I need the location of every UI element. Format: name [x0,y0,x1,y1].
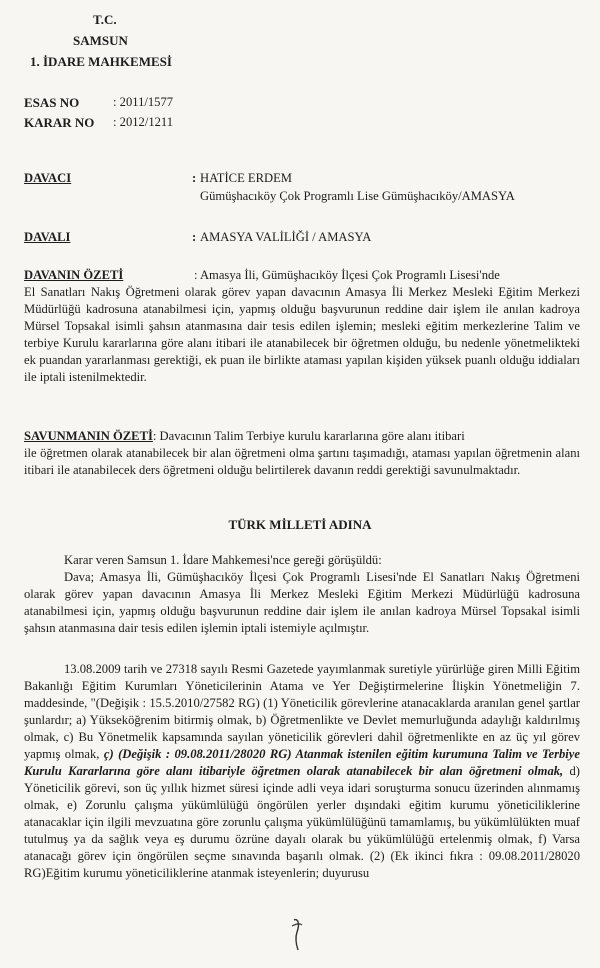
regulation-text-a: 13.08.2009 tarih ve 27318 sayılı Resmi Gazetede yayımlanmak suretiyle yürürlüğe giren Milli Eğitim Bakanlığı Eğitim Kurumları Yöneticilerinin Atama ve Yer Değiştirmelerine İlişkin Yönetmeliğin 7. maddesinde, "(Değişik : 15.5.2010/27582 RG) (1) Yöneticilik görevlerine atanacaklarda aranılan genel şartlar şunlardır; a) Yükseköğrenim bitirmiş olmak, b) Öğretmenlikte ve Devlet memurluğunda adaylığı kaldırılmış olmak, c) Bu Yönetmelik kapsamında sayılan yöneticilik görevleri dahil öğretmenlikte en az üç yıl görev yapmış olmak, [24,662,580,761]
savunmanin-ozeti-body: ile öğretmen olarak atanabilecek bir alan öğretmeni olma şartını taşımadığı, ataması yapılan öğretmenin alanı itibari ile atanabilecek ders öğretmeni olduğu belirtilerek davanın reddi gerektiği savunulmaktadır. [24,446,580,477]
regulation-text-emphasis: ç) (Değişik : 09.08.2011/28020 RG) Atanmak istenilen eğitim kurumuna Talim ve Terbiye Kurulu Kararlarına göre alanı itibariyle öğretmen olarak atanabilecek bir alan öğretmeni olmak, [24,747,580,778]
decision-title: TÜRK MİLLETİ ADINA [228,517,372,532]
davanin-ozeti-label: DAVANIN ÖZETİ [24,268,124,282]
paragraph-regulation [24,661,580,882]
savunmanin-ozeti-label: SAVUNMANIN ÖZETİ [24,429,153,443]
davaci-address: Gümüşhacıköy Çok Programlı Lise Gümüşhacıköy/AMASYA [200,189,515,203]
paragraph-intro: Karar veren Samsun 1. İdare Mahkemesi'nce gereği görüşüldü: [64,553,382,567]
karar-label: KARAR NO [24,115,95,130]
handwritten-mark-icon [286,914,308,954]
davanin-ozeti-section [24,267,580,386]
header-tc: T.C. [93,12,117,27]
header-court: 1. İDARE MAHKEMESİ [30,54,172,69]
davaci-sep: : [192,171,197,185]
header-city: SAMSUN [73,33,128,48]
davanin-ozeti-body: El Sanatları Nakış Öğretmeni olarak görev yapan davacının Amasya İli Merkez Mesleki Eğitim Merkezi Müdürlüğü kadrosuna atanabilmesi için, yapmış olduğu başvurunun reddine dair işlem ile anılan kadroya Mürsel Topsakal isimli şahsın atanmasına dair tesis edilen işlemin; mesleki eğitim merkezlerine Talim ve terbiye Kurulu kararlarına göre alanı itibari ile atanabilecek bir öğretmen olduğu, bu nedenle yönetmelikteki ek puandan yararlanması gerektiği, ek puan ile birlikte ataması yapılan kişiden yüksek puanlı olduğu iddiaları ile iptali istenilmektedir. [24,285,580,384]
davali-label: DAVALI [24,230,71,244]
davali-sep: : [192,230,197,244]
davaci-name: HATİCE ERDEM [200,171,292,185]
davali-name: AMASYA VALİLİĞİ / AMASYA [200,230,372,244]
karar-value: : 2012/1211 [113,115,174,129]
regulation-text-c: d) Yöneticilik görevi, son üç yıllık hizmet süresi içinde adli veya idari soruşturma sonucu üzerinden alınmamış olmak, e) Zorunlu çalışma yükümlülüğü öngörülen yerler dışındaki eğitim kurumu yöneticiliklerine atanacaklar için ilgili mevzuatına göre zorunlu çalışma yükümlülüğünü tamamlamış, bu yükümlülükten muaf tutulmuş ya da sağlık veya eş durumu özrüne dayalı olarak bu yükümlülüğü ertelenmiş olmak, f) Varsa atanacağı görev için öngörülen seçme sınavında başarılı olmak. (2) (Ek ikinci fıkra : 09.08.2011/28020 RG)Eğitim kurumu yöneticiliklerine atanmak isteyenlerin; duyurusu [24,764,580,880]
davanin-ozeti-lead: : Amasya İli, Gümüşhacıköy İlçesi Çok Programlı Lisesi'nde [194,268,500,282]
esas-label: ESAS NO [24,95,80,110]
savunmanin-ozeti-section [24,428,580,479]
davaci-label: DAVACI [24,171,72,185]
esas-value: : 2011/1577 [113,95,174,109]
savunmanin-ozeti-lead: : Davacının Talim Terbiye kurulu kararlarına göre alanı itibari [152,429,465,443]
paragraph-dava: Dava; Amasya İli, Gümüşhacıköy İlçesi Çok Programlı Lisesi'nde El Sanatları Nakış Öğretmeni olarak görev yapan davacının Amasya İli Merkez Mesleki Eğitim Merkezi Müdürlüğü kadrosuna atanabilmesi için, yapmış olduğu başvurunun reddine dair işlem ile anılan kadroya Mürsel Topsakal isimli şahsın atanmasına dair tesis edilen işlemin iptali istemiyle açılmıştır. [24,570,580,635]
